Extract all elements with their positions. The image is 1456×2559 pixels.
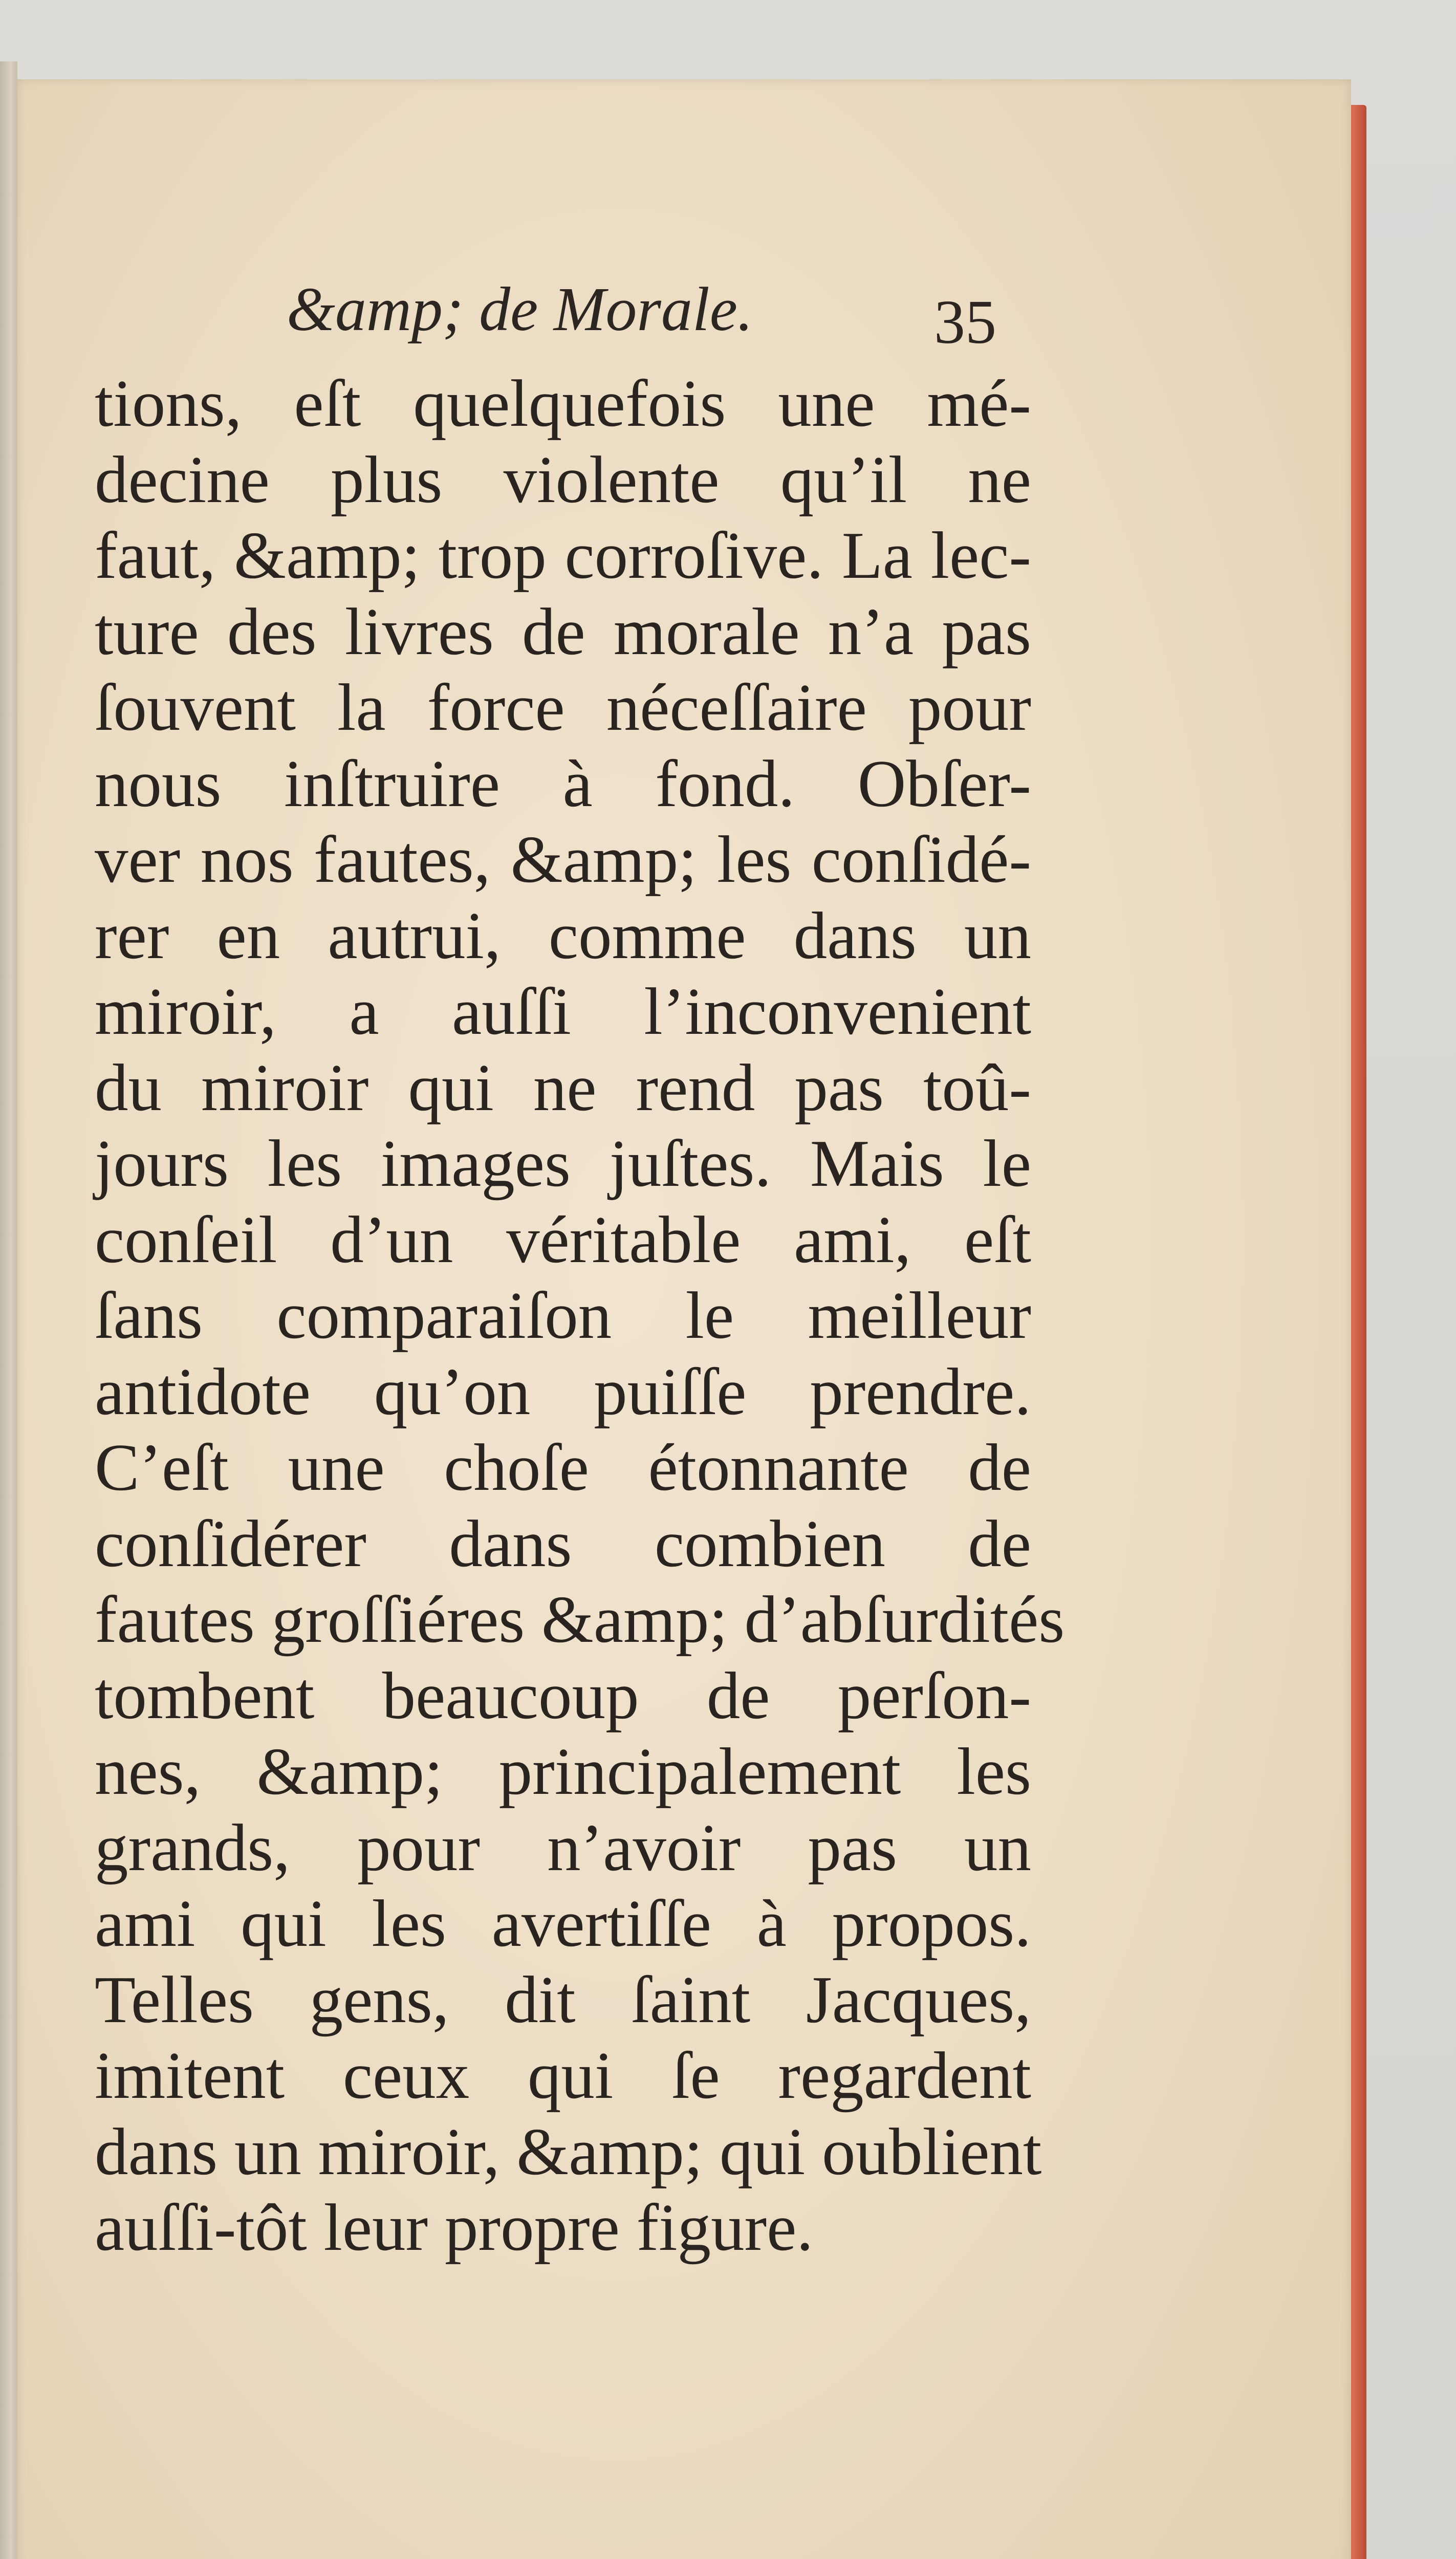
text-line: dans un miroir, &amp; qui oublient bbox=[95, 2114, 1042, 2189]
facing-page-edge bbox=[0, 61, 17, 2559]
text-line: du miroir qui ne rend pas toû- bbox=[95, 1050, 1031, 1125]
text-line: tombent beaucoup de perſon- bbox=[95, 1658, 1031, 1733]
text-line: ver nos fautes, &amp; les conſidé- bbox=[95, 822, 1031, 897]
text-line: miroir, a auſſi l’inconvenient bbox=[95, 974, 1031, 1049]
text-line: faut, &amp; trop corroſive. La lec- bbox=[95, 518, 1031, 593]
text-line: imitent ceux qui ſe regardent bbox=[95, 2038, 1031, 2113]
text-line: grands, pour n’avoir pas un bbox=[95, 1810, 1031, 1885]
body-text bbox=[95, 366, 1065, 2266]
text-line: nous inſtruire à fond. Obſer- bbox=[95, 746, 1031, 821]
text-line: conſidérer dans combien de bbox=[95, 1506, 1031, 1581]
text-line: ſouvent la force néceſſaire pour bbox=[95, 670, 1031, 745]
running-head: &amp; de Morale. bbox=[287, 275, 753, 344]
text-line: auſſi-tôt leur propre figure. bbox=[95, 2191, 814, 2265]
text-line: nes, &amp; principalement les bbox=[95, 1734, 1031, 1809]
text-line: rer en autrui, comme dans un bbox=[95, 898, 1031, 973]
page-number: 35 bbox=[934, 288, 996, 357]
text-line: decine plus violente qu’il ne bbox=[95, 442, 1031, 517]
text-line: ſans comparaiſon le meilleur bbox=[95, 1278, 1031, 1353]
text-line: ture des livres de morale n’a pas bbox=[95, 594, 1031, 669]
text-line: fautes groſſiéres &amp; d’abſurdités bbox=[95, 1582, 1065, 1657]
text-line: Telles gens, dit ſaint Jacques, bbox=[95, 1962, 1031, 2037]
text-line: tions, eſt quelquefois une mé- bbox=[95, 366, 1031, 441]
text-line: conſeil d’un véritable ami, eſt bbox=[95, 1202, 1031, 1277]
text-line: ami qui les avertiſſe à propos. bbox=[95, 1886, 1031, 1961]
text-line: jours les images juſtes. Mais le bbox=[95, 1126, 1031, 1201]
text-line: C’eſt une choſe étonnante de bbox=[95, 1430, 1031, 1505]
text-line: antidote qu’on puiſſe prendre. bbox=[95, 1354, 1031, 1429]
